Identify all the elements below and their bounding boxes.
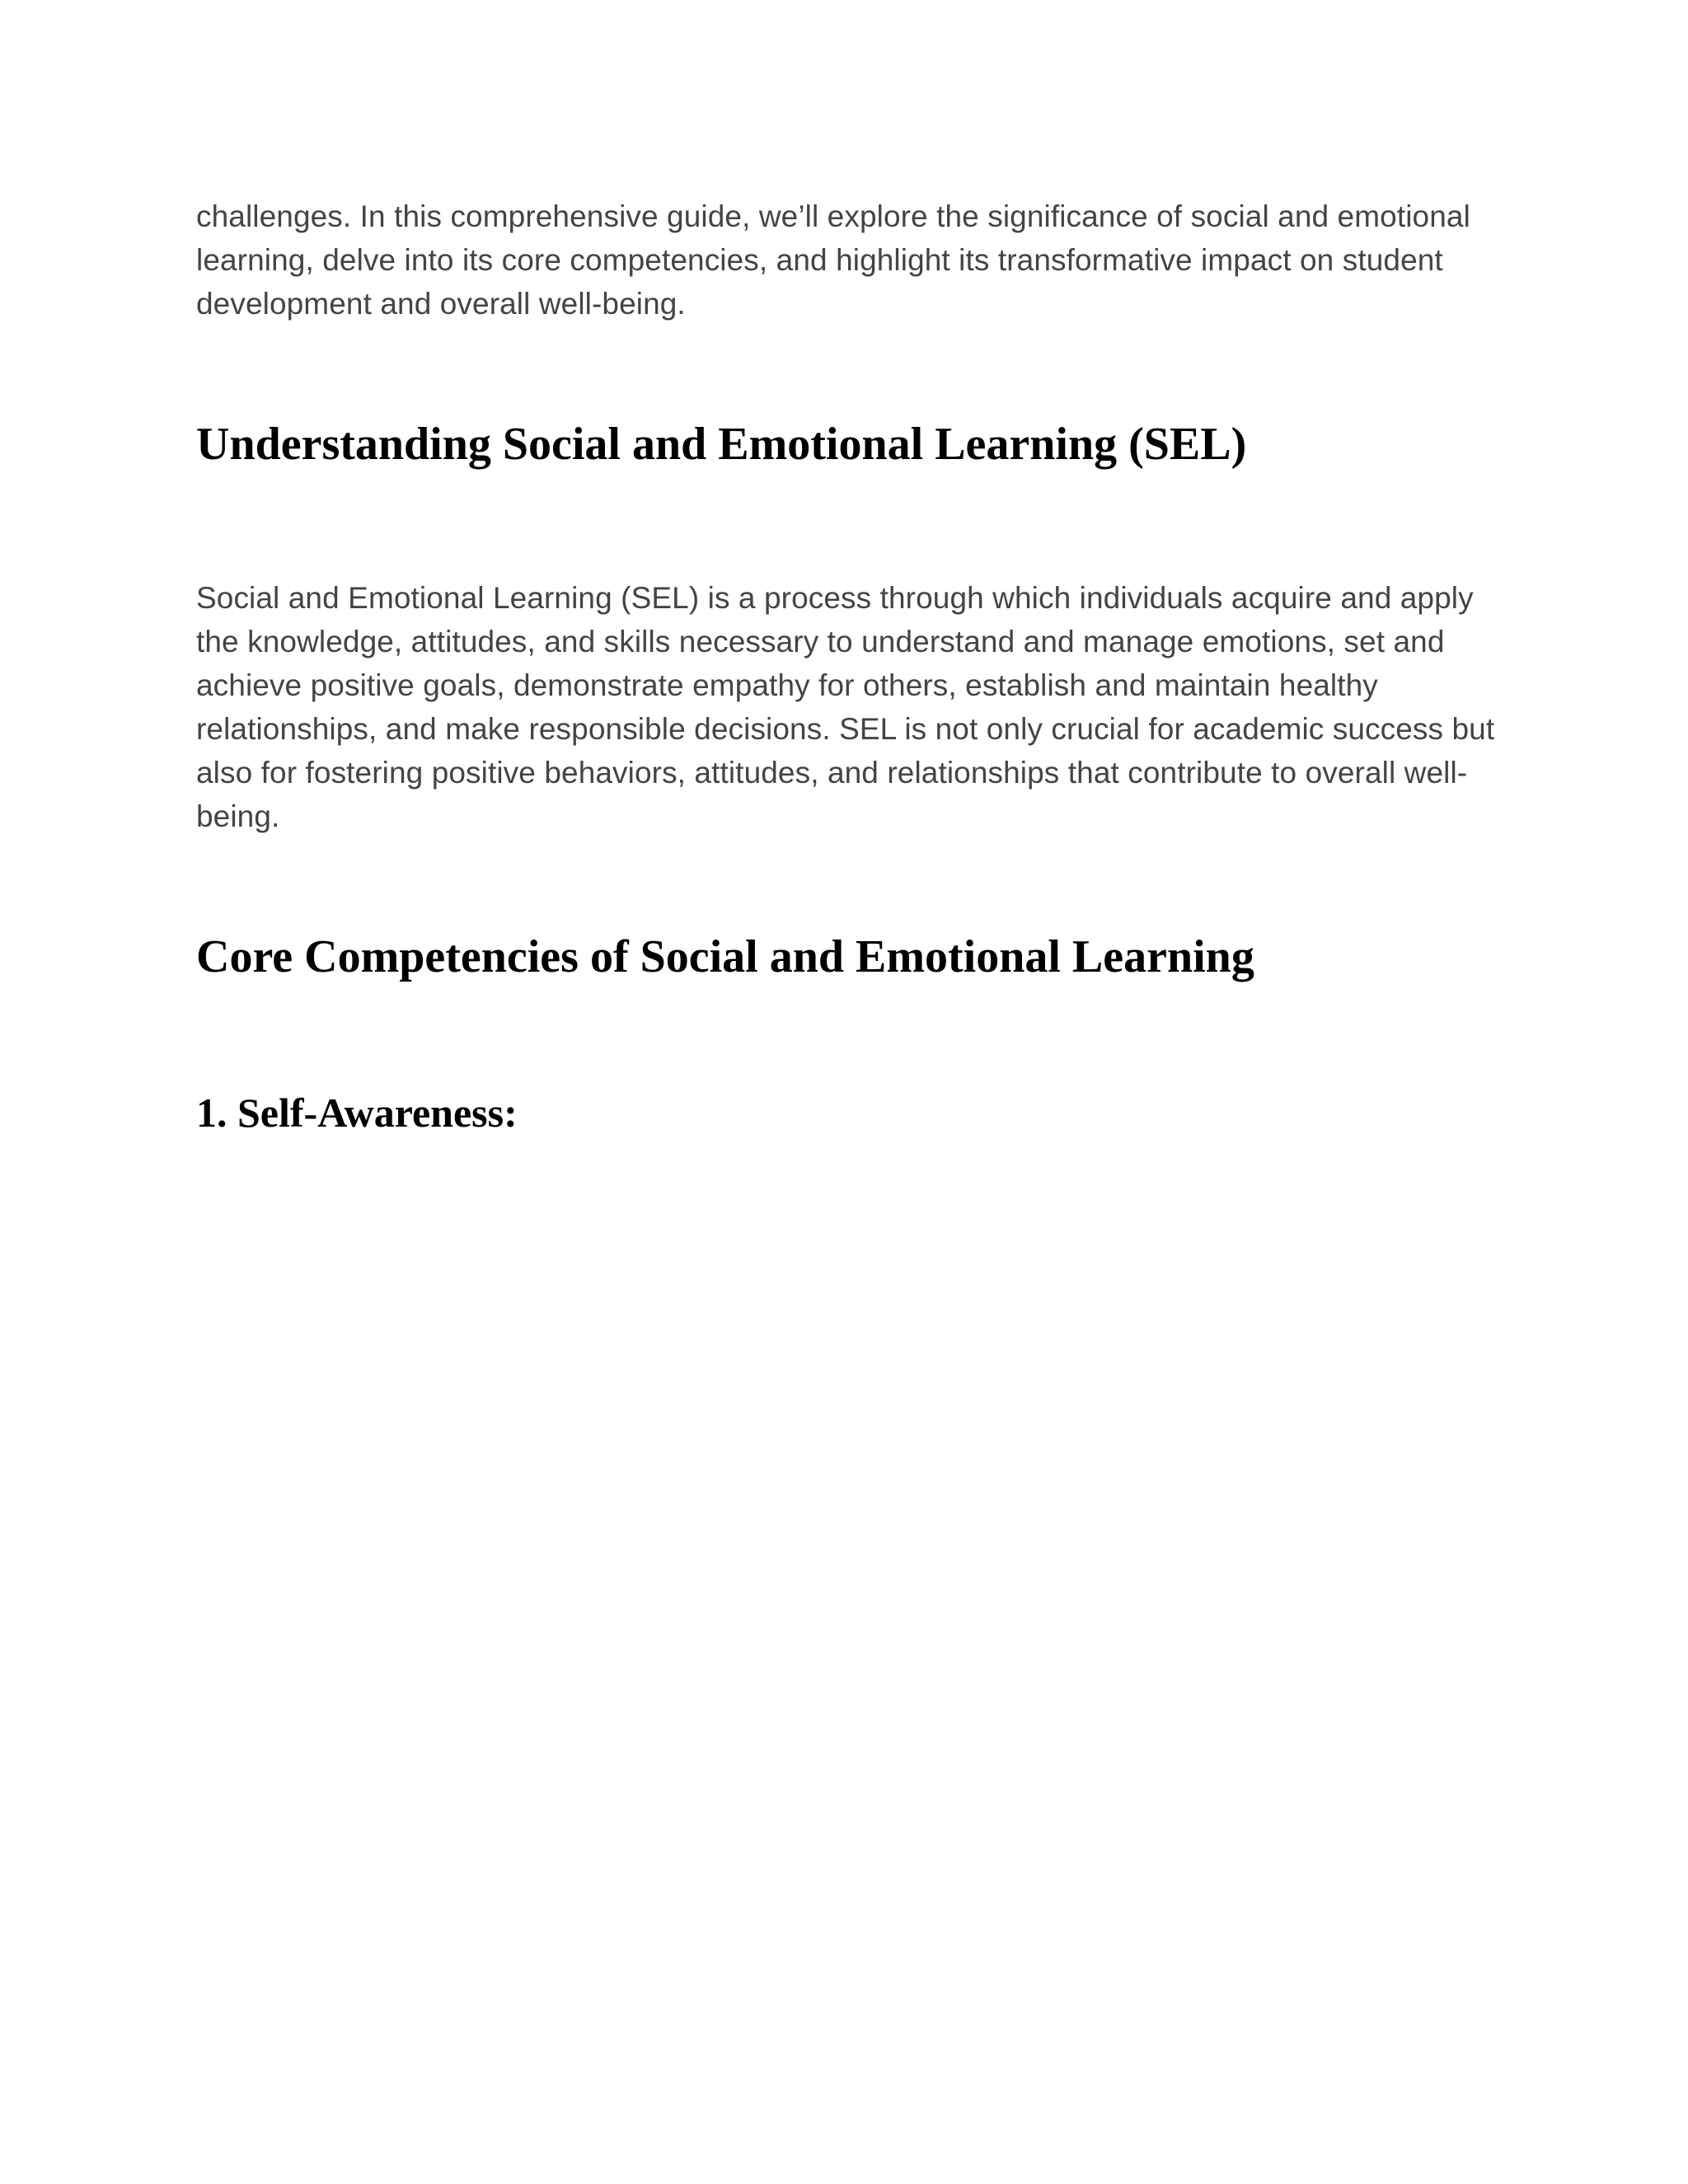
intro-paragraph: challenges. In this comprehensive guide, we’ll explore the significance of social and emotional learning, delve into its core competencies, and highlight its transformative impact on student development and overall well-being. <box>196 199 1470 321</box>
heading-understanding-sel: Understanding Social and Emotional Learning (SEL) <box>196 419 1247 470</box>
heading-core-competencies: Core Competencies of Social and Emotional Learning <box>196 931 1254 982</box>
document-content <box>196 194 1507 1137</box>
sel-definition-paragraph: Social and Emotional Learning (SEL) is a process through which individuals acquire and apply the knowledge, attitudes, and skills necessary to understand and manage emotions, set and achieve positive goals, demonstrate empathy for others, establish and maintain healthy relationships, and make responsible decisions. SEL is not only crucial for academic success but also for fostering positive behaviors, attitudes, and relationships that contribute to overall well-being. <box>196 581 1495 833</box>
subheading-self-awareness: 1. Self-Awareness: <box>196 1090 518 1136</box>
